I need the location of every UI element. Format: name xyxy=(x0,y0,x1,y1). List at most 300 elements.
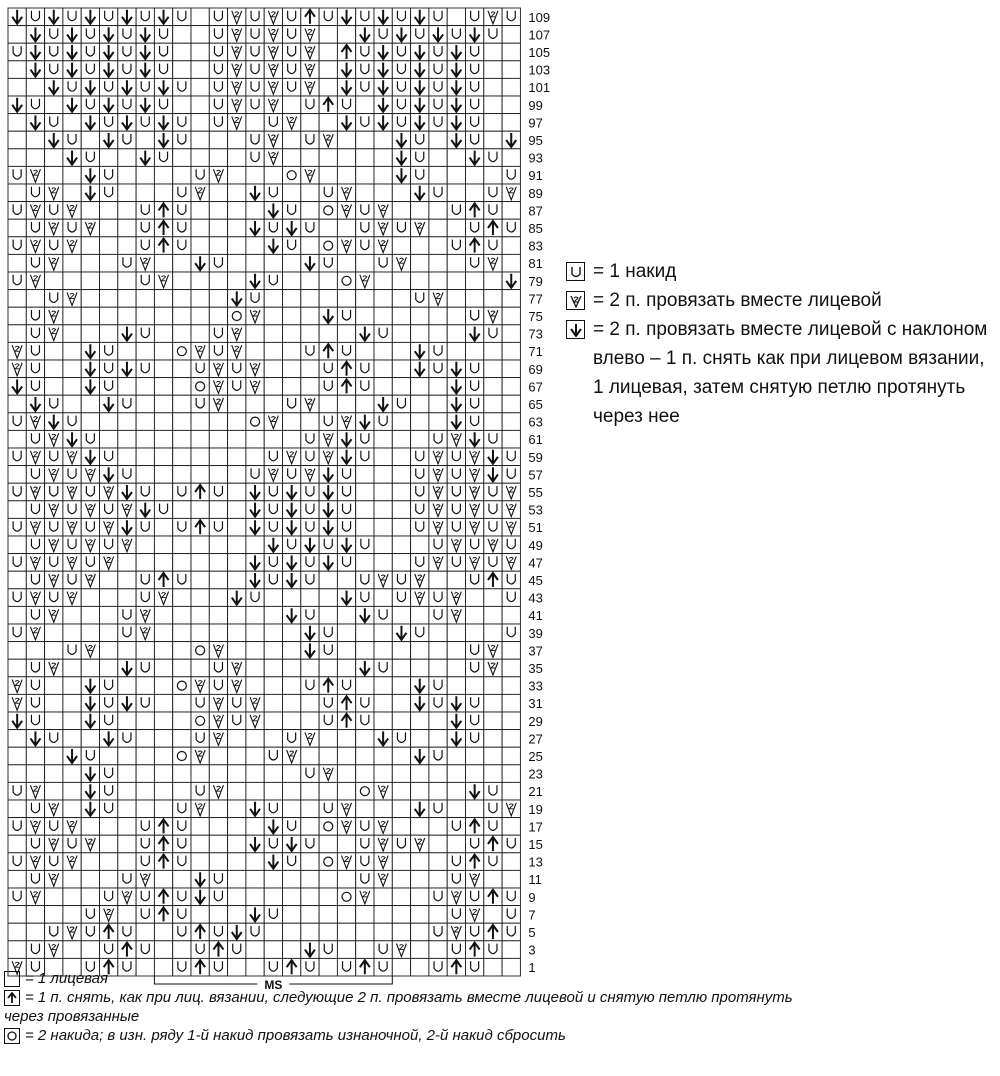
chart-cell xyxy=(118,642,136,660)
chart-row xyxy=(8,78,520,96)
chart-cell xyxy=(136,430,154,448)
chart-cell xyxy=(374,290,392,308)
chart-cell xyxy=(63,694,81,712)
chart-cell xyxy=(337,642,355,660)
chart-cell xyxy=(466,131,484,149)
chart-row xyxy=(8,43,520,61)
chart-cell xyxy=(8,61,26,79)
chart-cell xyxy=(466,166,484,184)
chart-cell xyxy=(356,694,374,712)
chart-cell xyxy=(466,78,484,96)
chart-cell xyxy=(301,501,319,519)
chart-cell xyxy=(283,659,301,677)
chart-cell xyxy=(319,853,337,871)
row-number-label: 65 xyxy=(528,397,543,412)
chart-cell xyxy=(191,149,209,167)
chart-cell xyxy=(337,888,355,906)
chart-row xyxy=(8,923,520,941)
chart-cell xyxy=(209,202,227,220)
chart-cell xyxy=(81,395,99,413)
chart-cell xyxy=(429,430,447,448)
chart-cell xyxy=(429,642,447,660)
chart-cell xyxy=(283,536,301,554)
chart-cell xyxy=(301,149,319,167)
chart-cell xyxy=(502,906,520,924)
chart-cell xyxy=(173,818,191,836)
chart-cell xyxy=(392,114,410,132)
chart-cell xyxy=(45,853,63,871)
chart-cell xyxy=(301,677,319,695)
chart-cell xyxy=(45,765,63,783)
chart-cell xyxy=(136,571,154,589)
chart-cell xyxy=(264,483,282,501)
row-number-label: 37 xyxy=(528,643,543,659)
chart-cell xyxy=(319,149,337,167)
chart-cell xyxy=(136,202,154,220)
chart-cell xyxy=(356,518,374,536)
chart-cell xyxy=(356,782,374,800)
chart-cell xyxy=(136,378,154,396)
chart-cell xyxy=(173,483,191,501)
chart-cell xyxy=(337,254,355,272)
chart-cell xyxy=(319,325,337,343)
chart-cell xyxy=(45,923,63,941)
chart-cell xyxy=(8,466,26,484)
chart-cell xyxy=(100,642,118,660)
chart-cell xyxy=(392,888,410,906)
chart-cell xyxy=(484,747,502,765)
chart-cell xyxy=(228,466,246,484)
chart-cell xyxy=(209,254,227,272)
chart-cell xyxy=(264,677,282,695)
chart-row xyxy=(8,536,520,554)
chart-cell xyxy=(301,360,319,378)
chart-cell xyxy=(173,835,191,853)
chart-cell xyxy=(466,747,484,765)
chart-cell xyxy=(81,202,99,220)
legend-knit xyxy=(4,969,994,988)
chart-row xyxy=(8,342,520,360)
chart-cell xyxy=(337,747,355,765)
chart-cell xyxy=(81,659,99,677)
chart-cell xyxy=(100,712,118,730)
chart-cell xyxy=(136,730,154,748)
chart-cell xyxy=(63,466,81,484)
chart-cell xyxy=(447,818,465,836)
legend-double-yo xyxy=(4,1026,994,1045)
chart-row xyxy=(8,642,520,660)
chart-cell xyxy=(45,272,63,290)
chart-cell xyxy=(8,589,26,607)
chart-cell xyxy=(466,307,484,325)
chart-cell xyxy=(154,26,172,44)
chart-cell xyxy=(484,606,502,624)
chart-cell xyxy=(100,765,118,783)
chart-row xyxy=(8,96,520,114)
chart-cell xyxy=(411,237,429,255)
chart-cell xyxy=(118,730,136,748)
chart-cell xyxy=(447,501,465,519)
chart-cell xyxy=(154,96,172,114)
chart-cell xyxy=(374,272,392,290)
chart-cell xyxy=(100,589,118,607)
chart-cell xyxy=(209,61,227,79)
chart-cell xyxy=(100,782,118,800)
row-number-label: 91 xyxy=(528,168,543,184)
row-number-label: 63 xyxy=(528,414,543,430)
chart-cell xyxy=(191,906,209,924)
chart-cell xyxy=(154,606,172,624)
chart-cell xyxy=(356,360,374,378)
chart-cell xyxy=(191,501,209,519)
chart-cell xyxy=(81,237,99,255)
chart-cell xyxy=(264,765,282,783)
chart-cell xyxy=(356,131,374,149)
chart-cell xyxy=(191,466,209,484)
chart-cell xyxy=(484,818,502,836)
chart-cell xyxy=(502,941,520,959)
chart-cell xyxy=(264,254,282,272)
chart-cell xyxy=(45,624,63,642)
chart-cell xyxy=(447,941,465,959)
chart-cell xyxy=(154,61,172,79)
chart-cell xyxy=(63,870,81,888)
chart-cell xyxy=(154,149,172,167)
chart-cell xyxy=(466,272,484,290)
chart-cell xyxy=(209,307,227,325)
chart-cell xyxy=(356,571,374,589)
chart-cell xyxy=(63,712,81,730)
chart-row xyxy=(8,659,520,677)
chart-cell xyxy=(337,518,355,536)
chart-row xyxy=(8,589,520,607)
chart-cell xyxy=(301,906,319,924)
chart-row xyxy=(8,237,520,255)
chart-cell xyxy=(191,782,209,800)
chart-cell xyxy=(246,43,264,61)
chart-cell xyxy=(392,923,410,941)
chart-cell xyxy=(136,589,154,607)
chart-cell xyxy=(392,677,410,695)
chart-cell xyxy=(447,448,465,466)
chart-cell xyxy=(283,290,301,308)
chart-cell xyxy=(209,483,227,501)
chart-cell xyxy=(502,360,520,378)
chart-cell xyxy=(246,606,264,624)
chart-cell xyxy=(392,78,410,96)
chart-cell xyxy=(45,712,63,730)
row-number-label: 87 xyxy=(528,203,543,219)
chart-cell xyxy=(191,378,209,396)
chart-cell xyxy=(173,677,191,695)
chart-cell xyxy=(283,26,301,44)
chart-cell xyxy=(118,131,136,149)
chart-cell xyxy=(100,888,118,906)
chart-cell xyxy=(374,765,392,783)
chart-cell xyxy=(154,800,172,818)
chart-cell xyxy=(411,782,429,800)
chart-cell xyxy=(283,906,301,924)
chart-cell xyxy=(100,184,118,202)
chart-cell xyxy=(136,536,154,554)
chart-cell xyxy=(118,923,136,941)
chart-cell xyxy=(136,413,154,431)
chart-cell xyxy=(502,765,520,783)
chart-cell xyxy=(228,853,246,871)
chart-cell xyxy=(63,624,81,642)
chart-cell xyxy=(502,782,520,800)
chart-cell xyxy=(337,923,355,941)
chart-cell xyxy=(26,219,44,237)
chart-cell xyxy=(502,835,520,853)
chart-cell xyxy=(136,712,154,730)
chart-cell xyxy=(246,765,264,783)
chart-cell xyxy=(301,290,319,308)
chart-row xyxy=(8,448,520,466)
chart-cell xyxy=(411,765,429,783)
chart-cell xyxy=(26,78,44,96)
chart-cell xyxy=(447,149,465,167)
chart-cell xyxy=(264,272,282,290)
row-number-label: 5 xyxy=(528,925,536,940)
chart-cell xyxy=(191,272,209,290)
chart-cell xyxy=(356,254,374,272)
chart-cell xyxy=(466,114,484,132)
chart-row xyxy=(8,149,520,167)
row-number-label: 93 xyxy=(528,150,543,166)
chart-cell xyxy=(301,378,319,396)
chart-cell xyxy=(136,659,154,677)
chart-cell xyxy=(26,694,44,712)
chart-cell xyxy=(136,765,154,783)
chart-cell xyxy=(502,677,520,695)
chart-cell xyxy=(484,325,502,343)
chart-cell xyxy=(209,342,227,360)
chart-cell xyxy=(8,184,26,202)
chart-cell xyxy=(63,606,81,624)
chart-cell xyxy=(209,870,227,888)
chart-cell xyxy=(392,43,410,61)
chart-cell xyxy=(154,413,172,431)
chart-cell xyxy=(484,114,502,132)
chart-cell xyxy=(264,694,282,712)
chart-cell xyxy=(466,624,484,642)
chart-cell xyxy=(283,589,301,607)
chart-cell xyxy=(191,202,209,220)
chart-cell xyxy=(246,659,264,677)
chart-cell xyxy=(283,61,301,79)
chart-cell xyxy=(118,800,136,818)
chart-cell xyxy=(209,747,227,765)
chart-cell xyxy=(63,166,81,184)
chart-cell xyxy=(411,483,429,501)
row-number-label: 81 xyxy=(528,256,543,272)
chart-cell xyxy=(411,325,429,343)
chart-cell xyxy=(8,800,26,818)
chart-cell xyxy=(136,466,154,484)
chart-cell xyxy=(374,26,392,44)
chart-cell xyxy=(100,307,118,325)
chart-cell xyxy=(81,906,99,924)
chart-cell xyxy=(319,43,337,61)
chart-cell xyxy=(411,659,429,677)
chart-cell xyxy=(301,923,319,941)
chart-cell xyxy=(246,430,264,448)
chart-cell xyxy=(45,483,63,501)
legend-double-yo-text: = 2 накида; в изн. ряду 1-й накид провязать изнаночной, 2-й накид сбросить xyxy=(25,1027,566,1044)
chart-cell xyxy=(392,782,410,800)
chart-cell xyxy=(502,254,520,272)
chart-cell xyxy=(8,730,26,748)
chart-cell xyxy=(228,606,246,624)
chart-cell xyxy=(301,448,319,466)
chart-cell xyxy=(502,290,520,308)
chart-cell xyxy=(411,413,429,431)
chart-cell xyxy=(100,536,118,554)
chart-cell xyxy=(411,536,429,554)
chart-cell xyxy=(63,800,81,818)
chart-cell xyxy=(264,395,282,413)
chart-cell xyxy=(411,501,429,519)
chart-cell xyxy=(374,624,392,642)
chart-cell xyxy=(136,923,154,941)
chart-cell xyxy=(264,624,282,642)
chart-cell xyxy=(374,677,392,695)
chart-cell xyxy=(136,8,154,26)
chart-cell xyxy=(209,800,227,818)
chart-cell xyxy=(264,589,282,607)
chart-cell xyxy=(319,747,337,765)
chart-cell xyxy=(484,290,502,308)
chart-cell xyxy=(466,589,484,607)
chart-cell xyxy=(173,254,191,272)
chart-cell xyxy=(154,378,172,396)
chart-cell xyxy=(429,923,447,941)
chart-cell xyxy=(337,342,355,360)
chart-cell xyxy=(319,906,337,924)
chart-cell xyxy=(502,853,520,871)
chart-cell xyxy=(63,571,81,589)
chart-cell xyxy=(173,800,191,818)
chart-cell xyxy=(191,96,209,114)
chart-cell xyxy=(228,730,246,748)
chart-cell xyxy=(484,360,502,378)
chart-cell xyxy=(191,642,209,660)
chart-cell xyxy=(429,378,447,396)
chart-cell xyxy=(356,378,374,396)
row-number-label: 3 xyxy=(528,942,536,958)
chart-cell xyxy=(173,642,191,660)
chart-cell xyxy=(26,835,44,853)
chart-cell xyxy=(484,782,502,800)
chart-cell xyxy=(392,430,410,448)
chart-cell xyxy=(191,430,209,448)
chart-cell xyxy=(356,870,374,888)
chart-cell xyxy=(447,26,465,44)
chart-cell xyxy=(81,606,99,624)
chart-cell xyxy=(319,413,337,431)
chart-cell xyxy=(484,554,502,572)
chart-cell xyxy=(502,589,520,607)
chart-cell xyxy=(283,730,301,748)
chart-cell xyxy=(319,782,337,800)
row-number-label: 53 xyxy=(528,502,543,518)
chart-cell xyxy=(173,571,191,589)
chart-cell xyxy=(502,624,520,642)
symbol-legend xyxy=(566,257,996,431)
row-number-label: 67 xyxy=(528,379,543,395)
chart-cell xyxy=(319,571,337,589)
row-number-label: 51 xyxy=(528,520,543,536)
chart-cell xyxy=(356,923,374,941)
chart-cell xyxy=(301,765,319,783)
chart-cell xyxy=(392,219,410,237)
chart-cell xyxy=(447,624,465,642)
row-number-label: 69 xyxy=(528,361,543,377)
chart-cell xyxy=(429,694,447,712)
chart-cell xyxy=(45,906,63,924)
chart-cell xyxy=(392,853,410,871)
chart-cell xyxy=(502,430,520,448)
chart-cell xyxy=(502,61,520,79)
chart-cell xyxy=(8,765,26,783)
chart-cell xyxy=(173,272,191,290)
chart-cell xyxy=(173,378,191,396)
chart-cell xyxy=(45,149,63,167)
chart-cell xyxy=(392,536,410,554)
chart-cell xyxy=(191,765,209,783)
chart-cell xyxy=(45,730,63,748)
chart-cell xyxy=(26,149,44,167)
chart-cell xyxy=(173,853,191,871)
row-number-label: 11 xyxy=(528,872,542,888)
legend-yarn-over xyxy=(566,257,996,286)
row-number-label: 41 xyxy=(528,608,543,624)
chart-cell xyxy=(173,184,191,202)
chart-cell xyxy=(484,501,502,519)
chart-cell xyxy=(154,307,172,325)
chart-cell xyxy=(484,413,502,431)
chart-cell xyxy=(447,659,465,677)
chart-cell xyxy=(502,307,520,325)
chart-cell xyxy=(246,923,264,941)
chart-cell xyxy=(356,835,374,853)
chart-cell xyxy=(173,518,191,536)
chart-cell xyxy=(283,870,301,888)
chart-cell xyxy=(502,747,520,765)
chart-cell xyxy=(484,694,502,712)
chart-cell xyxy=(337,835,355,853)
chart-cell xyxy=(447,272,465,290)
chart-cell xyxy=(100,659,118,677)
chart-cell xyxy=(319,360,337,378)
chart-cell xyxy=(411,272,429,290)
chart-cell xyxy=(264,730,282,748)
chart-row xyxy=(8,888,520,906)
chart-cell xyxy=(283,642,301,660)
chart-cell xyxy=(81,941,99,959)
chart-cell xyxy=(173,589,191,607)
chart-cell xyxy=(356,466,374,484)
chart-cell xyxy=(429,782,447,800)
chart-cell xyxy=(411,730,429,748)
chart-cell xyxy=(502,730,520,748)
chart-cell xyxy=(209,237,227,255)
chart-cell xyxy=(356,448,374,466)
chart-cell xyxy=(209,677,227,695)
chart-cell xyxy=(337,325,355,343)
chart-cell xyxy=(447,342,465,360)
